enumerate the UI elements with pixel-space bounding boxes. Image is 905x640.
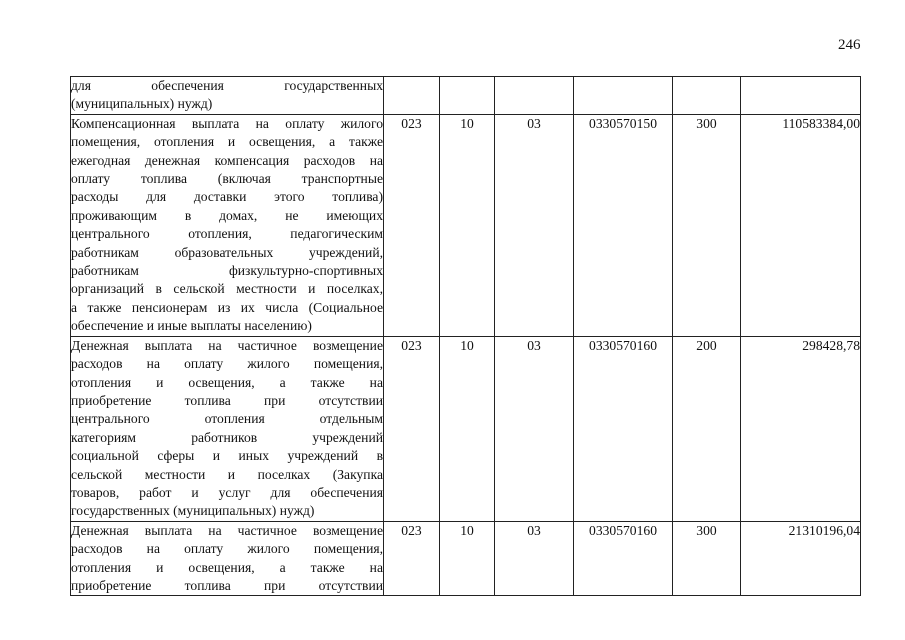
description-line: центрального отопления, педагогическим	[71, 226, 383, 242]
description-line: Денежная выплата на частичное возмещение	[71, 522, 383, 538]
description-line: помещения, отопления и освещения, а также	[71, 134, 383, 150]
cell-vr	[673, 77, 741, 115]
cell-rz	[440, 77, 495, 115]
cell-vr: 300	[673, 521, 741, 596]
description-line: обеспечение и иные выплаты населению)	[71, 318, 312, 334]
cell-amount	[741, 77, 861, 115]
description-line: работникам физкультурно-спортивных	[71, 263, 383, 279]
description-line: (муниципальных) нужд)	[71, 96, 213, 112]
cell-amount: 21310196,04	[741, 521, 861, 596]
cell-vr: 300	[673, 114, 741, 336]
description-line: а также пенсионерам из их числа (Социальное	[71, 299, 383, 315]
cell-amount: 298428,78	[741, 336, 861, 521]
description-line: ежегодная денежная компенсация расходов на	[71, 152, 383, 168]
table-row	[71, 114, 861, 336]
description-line: для обеспечения государственных	[71, 78, 383, 93]
cell-pr	[495, 77, 574, 115]
cell-rz: 10	[440, 336, 495, 521]
cell-amount: 110583384,00	[741, 114, 861, 336]
page-number: 246	[838, 37, 861, 53]
description-line: расходов на оплату жилого помещения,	[71, 541, 383, 557]
description-line: расходы для доставки этого топлива)	[71, 189, 383, 205]
description-line: приобретение топлива при отсутствии	[71, 577, 383, 593]
description-line: расходов на оплату жилого помещения,	[71, 356, 383, 372]
description-line: социальной сферы и иных учреждений в	[71, 448, 383, 464]
description-line: организаций в сельской местности и поселках,	[71, 281, 383, 297]
cell-vr: 200	[673, 336, 741, 521]
description-line: Компенсационная выплата на оплату жилого	[71, 115, 383, 131]
cell-grbs	[384, 77, 440, 115]
description-line: оплату топлива (включая транспортные	[71, 171, 383, 187]
cell-csr	[574, 77, 673, 115]
description-line: работникам образовательных учреждений,	[71, 244, 383, 260]
description-line: Денежная выплата на частичное возмещение	[71, 337, 383, 353]
description-line: товаров, работ и услуг для обеспечения	[71, 484, 383, 500]
table-row	[71, 336, 861, 521]
cell-csr: 0330570160	[574, 521, 673, 596]
cell-rz: 10	[440, 521, 495, 596]
description-line: отопления и освещения, а также на	[71, 559, 383, 575]
cell-rz: 10	[440, 114, 495, 336]
cell-pr: 03	[495, 521, 574, 596]
cell-pr: 03	[495, 336, 574, 521]
cell-pr: 03	[495, 114, 574, 336]
cell-csr: 0330570150	[574, 114, 673, 336]
description-line: приобретение топлива при отсутствии	[71, 392, 383, 408]
cell-csr: 0330570160	[574, 336, 673, 521]
description-line: отопления и освещения, а также на	[71, 374, 383, 390]
description-line: проживающим в домах, не имеющих	[71, 207, 383, 223]
description-line: центрального отопления отдельным	[71, 411, 383, 427]
cell-grbs: 023	[384, 114, 440, 336]
table-row	[71, 77, 861, 115]
row-description	[71, 336, 384, 521]
description-line: государственных (муниципальных) нужд)	[71, 503, 315, 519]
description-line: категориям работников учреждений	[71, 429, 383, 445]
row-description	[71, 77, 384, 115]
row-description	[71, 521, 384, 596]
description-line: сельской местности и поселках (Закупка	[71, 466, 383, 482]
row-description	[71, 114, 384, 336]
cell-grbs: 023	[384, 521, 440, 596]
budget-table	[70, 76, 861, 596]
cell-grbs: 023	[384, 336, 440, 521]
table-row	[71, 521, 861, 596]
